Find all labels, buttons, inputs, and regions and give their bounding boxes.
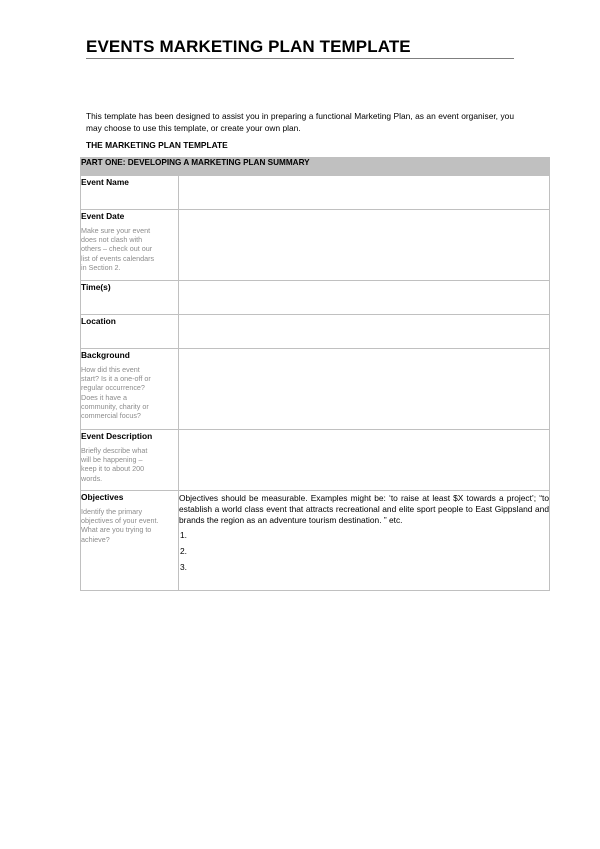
label-cell bbox=[81, 176, 179, 210]
table-row-times bbox=[81, 281, 550, 315]
table-row-event-date bbox=[81, 210, 550, 281]
title-divider bbox=[86, 58, 514, 59]
location-field[interactable] bbox=[179, 315, 550, 349]
table-row-event-description bbox=[81, 430, 550, 491]
table-header: PART ONE: DEVELOPING A MARKETING PLAN SUMMARY bbox=[81, 158, 550, 176]
event-name-field[interactable] bbox=[179, 176, 550, 210]
times-field[interactable] bbox=[179, 281, 550, 315]
event-date-field[interactable] bbox=[179, 210, 550, 281]
section-title: THE MARKETING PLAN TEMPLATE bbox=[86, 140, 228, 150]
event-description-field[interactable] bbox=[179, 430, 550, 491]
table-header-row bbox=[81, 158, 550, 176]
page-title: EVENTS MARKETING PLAN TEMPLATE bbox=[86, 37, 411, 56]
marketing-plan-table bbox=[80, 157, 550, 591]
label-cell bbox=[81, 491, 179, 591]
row-label-event-date: Event Date bbox=[81, 211, 125, 221]
background-field[interactable] bbox=[179, 349, 550, 430]
label-cell bbox=[81, 210, 179, 281]
table-row-background bbox=[81, 349, 550, 430]
label-cell bbox=[81, 315, 179, 349]
row-label-event-name: Event Name bbox=[81, 177, 129, 187]
row-label-location: Location bbox=[81, 316, 116, 326]
objectives-text: Objectives should be measurable. Examples might be: ‘to raise at least $X towards a project’; “to establish a world class event that attracts recreational and elite sport people to East Gippsland and brands the region as an adventure tourism destination. ” etc. bbox=[179, 493, 549, 525]
row-label-background: Background bbox=[81, 350, 130, 360]
label-cell bbox=[81, 430, 179, 491]
row-hint-background: How did this event start? Is it a one-off or regular occurrence? Does it have a community, charity or commercial focus? bbox=[81, 365, 151, 421]
label-cell bbox=[81, 281, 179, 315]
objectives-list bbox=[179, 530, 549, 578]
row-label-event-description: Event Description bbox=[81, 431, 153, 441]
row-hint-objectives: Identify the primary objectives of your event. What are you trying to achieve? bbox=[81, 507, 159, 544]
table-row-objectives bbox=[81, 491, 550, 591]
row-label-times: Time(s) bbox=[81, 282, 111, 292]
row-label-objectives: Objectives bbox=[81, 492, 124, 502]
intro-paragraph: This template has been designed to assist you in preparing a functional Marketing Plan, as an event organiser, you may choose to use this template, or create your own plan. bbox=[86, 111, 514, 133]
row-hint-event-description: Briefly describe what will be happening – keep it to about 200 words. bbox=[81, 446, 148, 483]
list-item[interactable]: 3. bbox=[180, 562, 187, 572]
table-row-event-name bbox=[81, 176, 550, 210]
label-cell bbox=[81, 349, 179, 430]
objectives-field[interactable] bbox=[179, 491, 550, 591]
table-row-location bbox=[81, 315, 550, 349]
list-item[interactable]: 1. bbox=[180, 530, 187, 540]
row-hint-event-date: Make sure your event does not clash with others – check out our list of events calendars in Section 2. bbox=[81, 226, 155, 272]
list-item[interactable]: 2. bbox=[180, 546, 187, 556]
